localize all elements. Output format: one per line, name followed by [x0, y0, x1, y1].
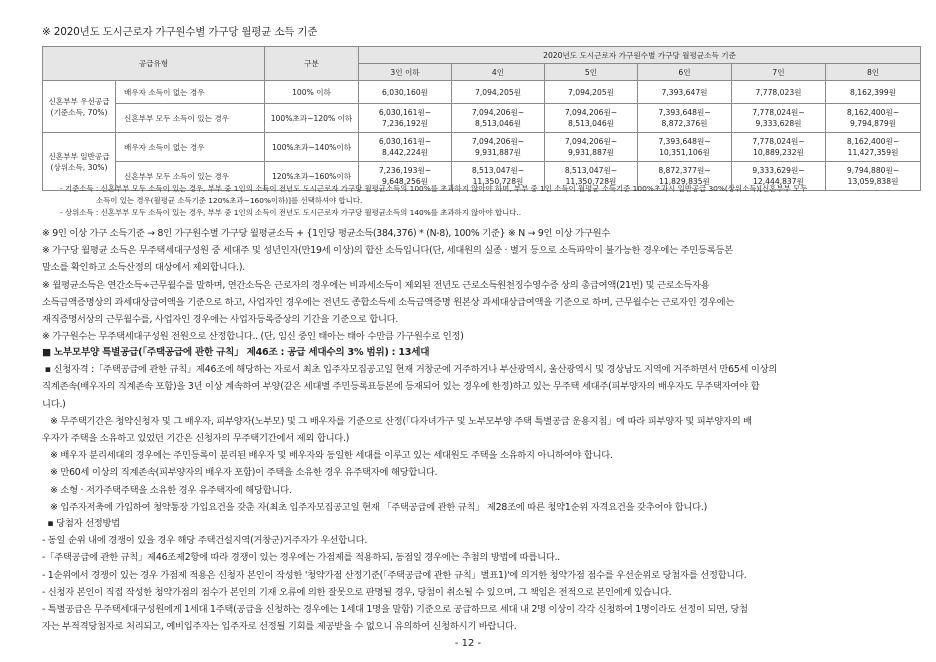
cell: 7,393,648원~ 8,872,376원 — [638, 104, 732, 133]
remark-line: 말소를 확인하고 소득산정의 대상에서 제외합니다.). — [42, 262, 245, 274]
income-table-title: ※ 2020년도 도시근로자 가구원수별 가구당 월평균 소득 기준 — [42, 26, 318, 38]
group-general-line1: 신혼부부 일반공급 — [48, 151, 110, 161]
cell: 7,094,206원~ 8,513,046원 — [452, 104, 545, 133]
cell: 7,094,206원~ 8,513,046원 — [545, 104, 638, 133]
row-range: 100%초과~140%이하 — [265, 133, 359, 162]
section-line: - 신청자 본인이 직접 작성한 청약가점의 점수가 본인의 기재 오류에 의한 잘못으로 판명될 경우, 당첨이 취소될 수 있으며, 그 책임은 전적으로 본인에게 있습니다. — [42, 586, 672, 598]
remark-line: ※ 9인 이상 가구 소득기준 → 8인 가구원수별 가구당 월평균소득 + {1인당 평균소득(384,376) * (N-8), 100% 기준} ※ N → 9인 이상 가구원수 — [42, 228, 611, 239]
section-heading: ■ 노부모부양 특별공급(「주택공급에 관한 규칙」 제46조 : 공급 세대수의 3% 범위) : 13세대 — [42, 347, 430, 358]
remark-line: ※ 가구당 월평균 소득은 무주택세대구성원 중 세대주 및 성년인자(만19세 이상)의 합산 소득입니다(단, 세대원의 실종 · 별거 등으로 소득파악이 불가능한 경우에는 주민등록등본 — [42, 245, 733, 257]
table-row — [43, 133, 921, 162]
group-priority-line2: (기준소득, 70%) — [50, 107, 108, 117]
section-line: - 특별공급은 무주택세대구성원에게 1세대 1주택(공급을 신청하는 경우에는 1세대 1명을 말함) 기준으로 공급하므로 세대 내 2명 이상이 각각 신청하여 1명이라도 선정이 되면, 당첨 — [42, 604, 748, 616]
section-heading: ▪ 당첨자 선정방법 — [42, 518, 120, 529]
row-range: 100% 이하 — [265, 81, 359, 104]
header-supply-type: 공급유형 — [43, 47, 265, 81]
row-condition: 배우자 소득이 없는 경우 — [116, 81, 265, 104]
header-col-8: 8인 — [826, 64, 921, 81]
header-division: 구분 — [265, 47, 359, 81]
remark-line: ※ 월평균소득은 연간소득÷근무월수를 말하며, 연간소득은 근로자의 경우에는 비과세소득이 제외된 전년도 근로소득원천징수영수증 상의 총급여액(21번) 및 근로소득자용 — [42, 279, 710, 291]
section-line: ※ 소형 · 저가주택주택을 소유한 경우 유주택자에 해당합니다. — [42, 484, 292, 496]
row-range: 100%초과~120% 이하 — [265, 104, 359, 133]
note-base-income: - 기준소득 : 신혼부부 모두 소득이 있는 경우, 부부 중 1인의 소득이 전년도 도시근로자 가구당 월평균소득의 100%를 초과하지 않아야 하며, 부부 중 1인 소득이 월평균 소득기준 100%초과시 일반공급 30%(상위소득)[신혼부부 모두 — [60, 184, 808, 193]
header-col-3: 3인 이하 — [359, 64, 452, 81]
cell: 7,094,205원 — [452, 81, 545, 104]
section-line: ※ 만60세 이상의 직계존속(피부양자의 배우자 포함)이 주택을 소유한 경우 유주택자에 해당합니다. — [42, 467, 438, 479]
page-number: - 12 - — [454, 638, 482, 649]
cell: 7,778,024원~ 10,889,232원 — [732, 133, 826, 162]
cell: 7,094,206원~ 9,931,887원 — [545, 133, 638, 162]
section-line: 자는 부적격당첨자로 처리되고, 예비입주자는 입주자로 선정될 기회를 제공받을 수 없으니 유의하여 신청하시기 바랍니다. — [42, 621, 517, 633]
group-priority-line1: 신혼부부 우선공급 — [48, 96, 110, 106]
section-line: 직계존속(배우자의 직계존속 포함)을 3년 이상 계속하여 부양(같은 세대별 주민등록표등본에 등재되어 있는 경우에 한정)하고 있는 무주택 세대주(피부양자의 배우자도 무주택자여야 합 — [42, 381, 760, 393]
elderly-parent-supply-section — [42, 344, 922, 516]
row-condition: 신혼부부 모두 소득이 있는 경우 — [116, 104, 265, 133]
header-col-5: 5인 — [545, 64, 638, 81]
section-line: ▪ 신청자격 :「주택공급에 관한 규칙」제46조에 해당하는 자로서 최초 입주자모집공고일 현재 거창군에 거주하거나 부산광역시, 울산광역시 및 경상남도 지역에 거주하면서 만65세 이상의 — [42, 364, 778, 376]
section-line: ※ 입주자저축에 가입하여 청약통장 가입요건을 갖춘 자(최초 입주자모집공고일 현재 「주택공급에 관한 규칙」 제28조에 따른 청약1순위 자격요건을 갖추어야 합니다.) — [42, 501, 707, 513]
table-notes — [60, 183, 920, 219]
cell: 8,513,047원~ 11,350,728원 — [545, 162, 638, 191]
header-income-standard: 2020년도 도시근로자 가구원수별 가구당 월평균소득 기준 — [359, 47, 921, 64]
remark-line: ※ 가구원수는 무주택세대구성원 전원으로 산정합니다.. (단, 임신 중인 태아는 태아 수만큼 가구원수로 인정) — [42, 331, 464, 343]
section-line: - 동일 순위 내에 경쟁이 있을 경우 해당 주택건설지역(거창군)거주자가 우선합니다. — [42, 535, 368, 547]
section-line: 우자가 주택을 소유하고 있었던 기간은 신청자의 무주택기간에서 제외 합니다.) — [42, 433, 350, 445]
cell: 7,778,023원 — [732, 81, 826, 104]
table-row — [43, 81, 921, 104]
table-row — [43, 104, 921, 133]
section-line: ※ 무주택기간은 청약신청자 및 그 배우자, 피부양자(노부모) 및 그 배우자를 기준으로 산정(「다자녀가구 및 노부모부양 주택 특별공급 운용지침」에 따라 피부양자 및 피부양자의 배 — [42, 415, 752, 427]
cell: 8,872,377원~ 11,829,835원 — [638, 162, 732, 191]
header-col-6: 6인 — [638, 64, 732, 81]
cell: 8,162,400원~ 11,427,359원 — [826, 133, 921, 162]
cell: 7,393,647원 — [638, 81, 732, 104]
cell: 8,162,400원~ 9,794,879원 — [826, 104, 921, 133]
header-col-7: 7인 — [732, 64, 826, 81]
cell: 7,393,648원~ 10,351,106원 — [638, 133, 732, 162]
income-criteria-table — [42, 46, 921, 191]
section-line: -「주택공급에 관한 규칙」제46조제2항에 따라 경쟁이 있는 경우에는 가점제를 적용하되, 동점일 경우에는 추첨의 방법에 따릅니다.. — [42, 552, 561, 564]
note-base-income-cont: 소득이 있는 경우(월평균 소득기준 120%초과~160%이하)]를 선택하셔야 합니다. — [96, 196, 363, 205]
cell: 9,333,629원~ 12,444,837원 — [732, 162, 826, 191]
cell: 8,513,047원~ 11,350,728원 — [452, 162, 545, 191]
section-line: 니다.) — [42, 398, 66, 410]
remark-line: 재직증명서상의 근무월수를, 사업자인 경우에는 사업자등록증상의 기간을 기준으로 합니다. — [42, 314, 399, 326]
cell: 6,030,160원 — [359, 81, 452, 104]
section-line: - 1순위에서 경쟁이 있는 경우 가점제 적용은 신청자 본인이 작성한 '청약가점 산정기준(「주택공급에 관한 규칙」별표1)'에 의거한 청약가점 점수를 우선순위로 당첨자를 선정합니다. — [42, 569, 747, 581]
remark-line: 소득금액증명상의 과세대상급여액을 기준으로 하고, 사업자인 경우에는 전년도 종합소득세 소득금액증명 원본상 과세대상급여액을 기준으로 하며, 근무월수는 근로자인 경우에는 — [42, 296, 735, 308]
cell: 7,778,024원~ 9,333,628원 — [732, 104, 826, 133]
winner-selection-section — [42, 515, 922, 635]
row-condition: 배우자 소득이 없는 경우 — [116, 133, 265, 162]
section-line: ※ 배우자 분리세대의 경우에는 주민등록이 분리된 배우자 및 배우자와 동일한 세대를 이루고 있는 세대원도 주택을 소유하지 아니하여야 합니다. — [42, 450, 613, 462]
note-upper-income: - 상위소득 : 신혼부부 모두 소득이 있는 경우, 부부 중 1인의 소득이 전년도 도시근로자 가구당 월평균소득의 140%를 초과하지 않아야 합니다.. — [60, 208, 522, 217]
row-condition: 신혼부부 모두 소득이 있는 경우 — [116, 162, 265, 191]
cell: 9,794,880원~ 13,059,838원 — [826, 162, 921, 191]
cell: 7,094,205원 — [545, 81, 638, 104]
header-col-4: 4인 — [452, 64, 545, 81]
cell: 6,030,161원~ 8,442,224원 — [359, 133, 452, 162]
row-range: 120%초과~160%이하 — [265, 162, 359, 191]
group-priority — [43, 81, 116, 133]
income-remarks — [42, 225, 922, 345]
cell: 7,094,206원~ 9,931,887원 — [452, 133, 545, 162]
cell: 7,236,193원~ 9,648,256원 — [359, 162, 452, 191]
group-general — [43, 133, 116, 191]
cell: 6,030,161원~ 7,236,192원 — [359, 104, 452, 133]
cell: 8,162,399원 — [826, 81, 921, 104]
group-general-line2: (상위소득, 30%) — [50, 162, 108, 172]
